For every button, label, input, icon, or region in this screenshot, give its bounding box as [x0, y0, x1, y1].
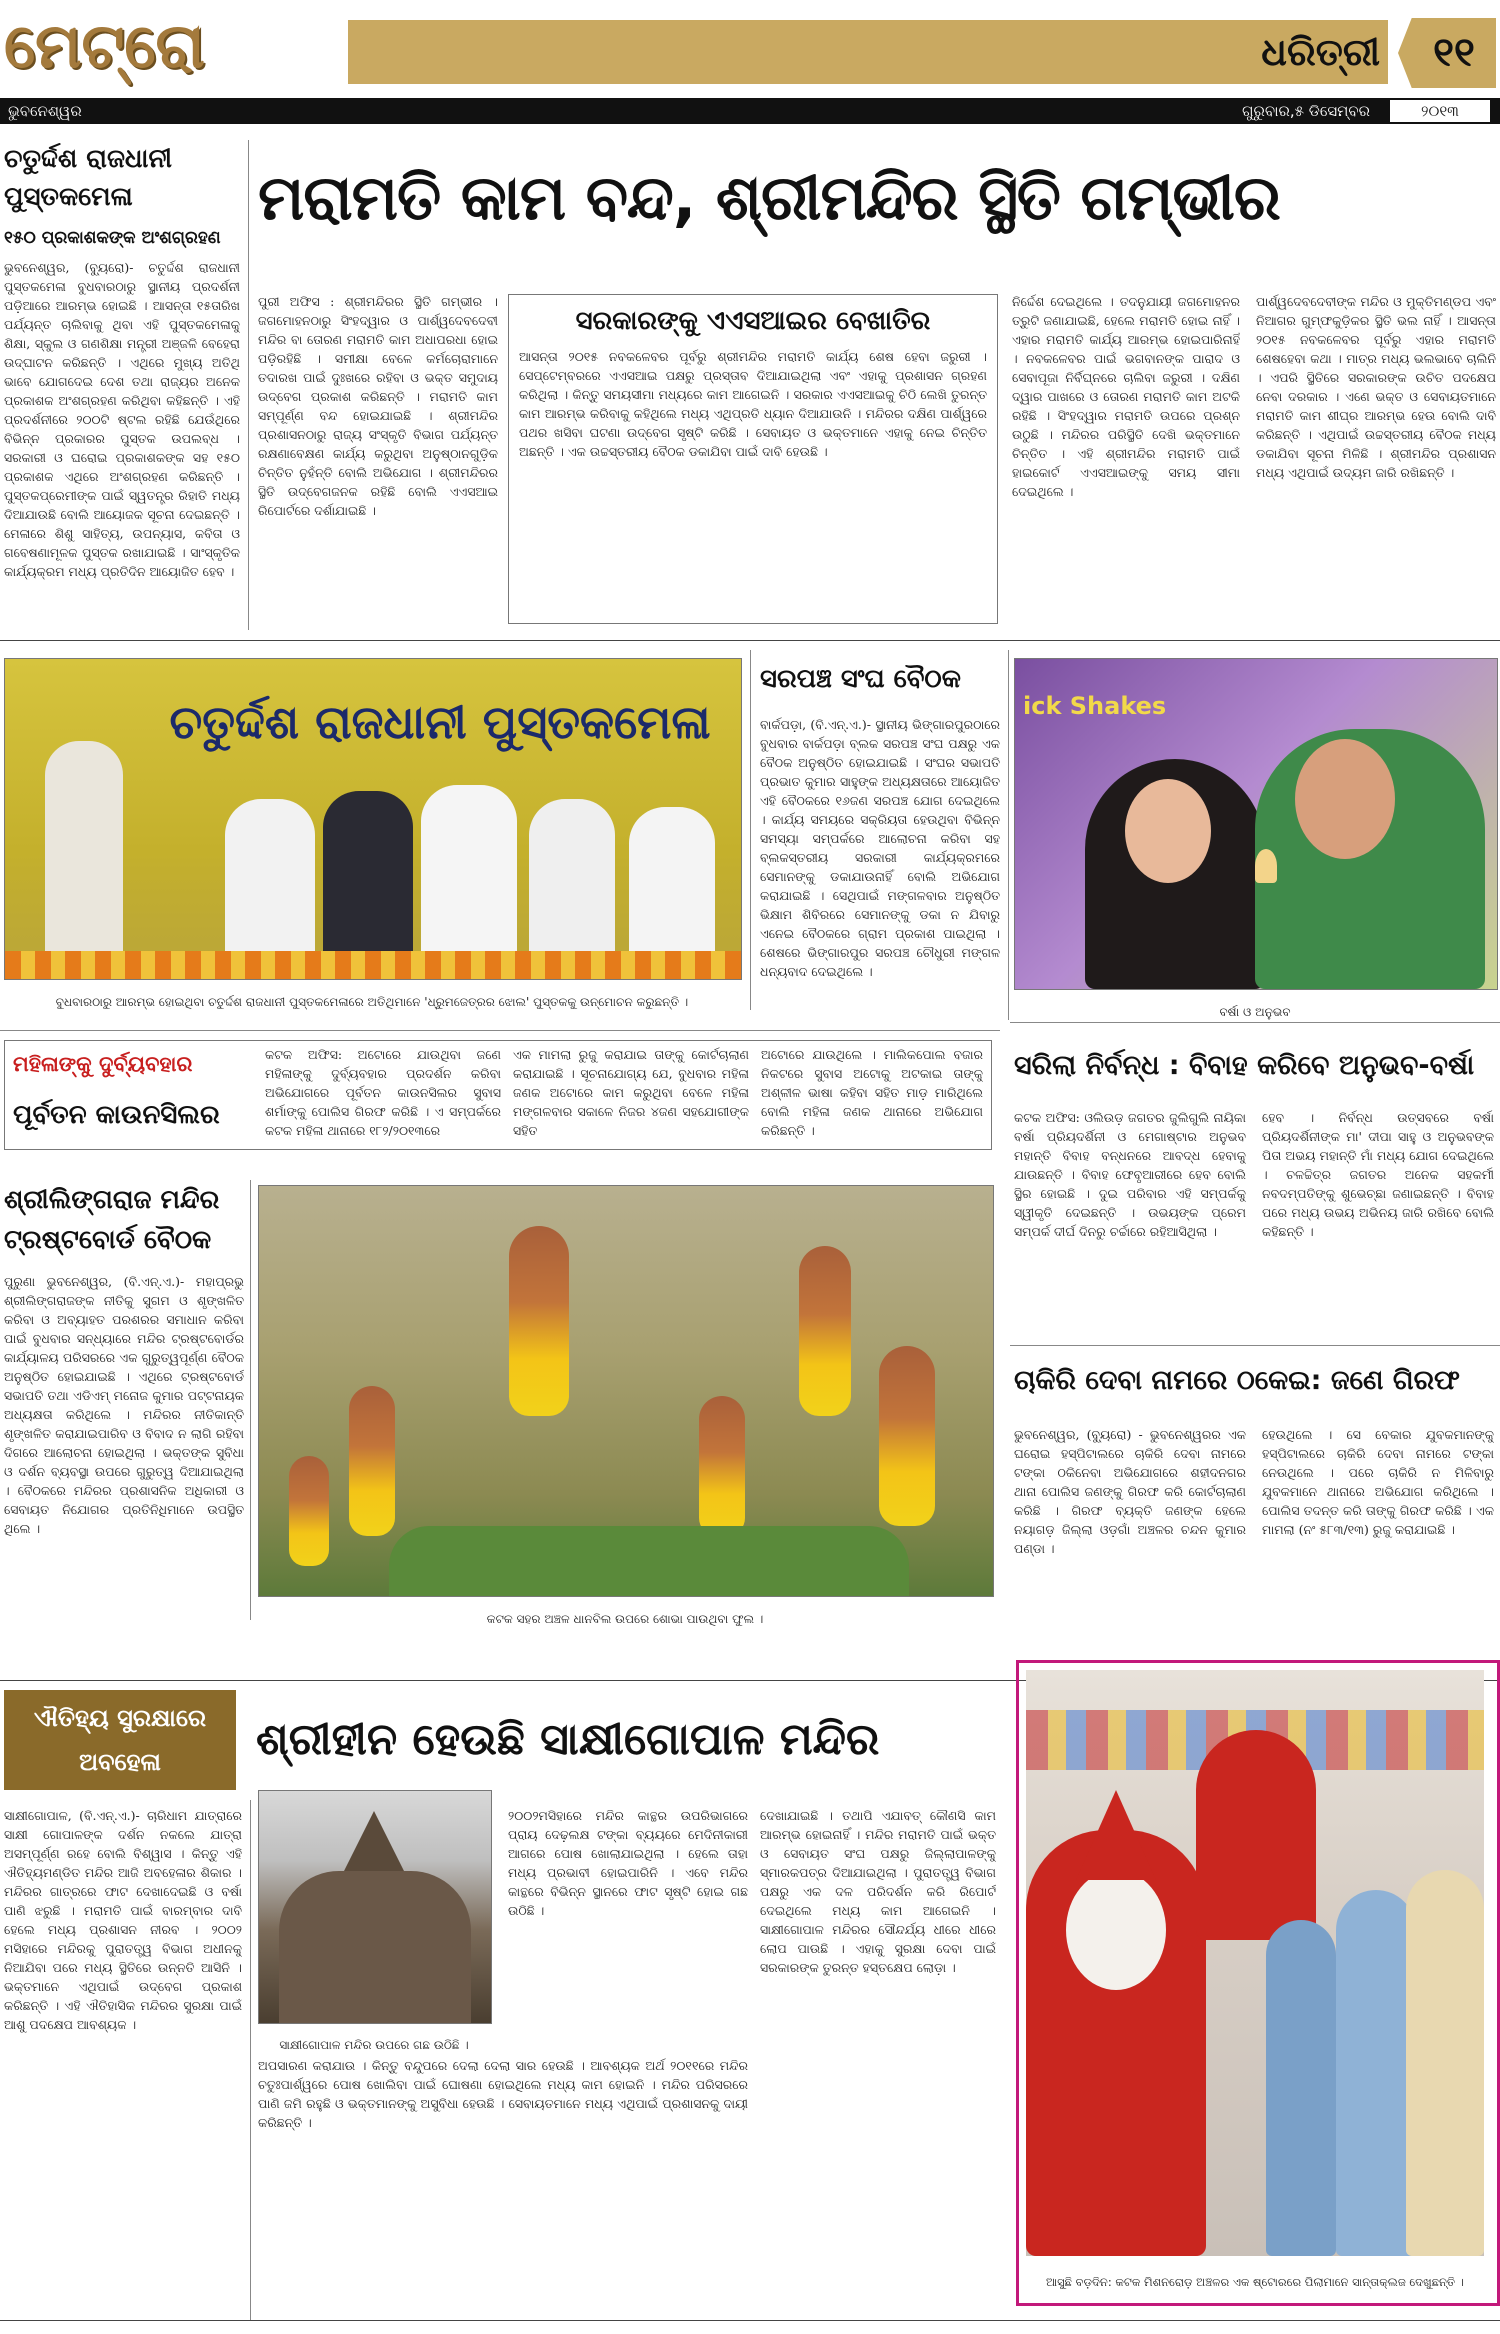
sidebox-body: ଆସନ୍ତା ୨୦୧୫ ନବକଳେବର ପୂର୍ବରୁ ଶ୍ରୀମନ୍ଦିର ମରାମତି କାର୍ଯ୍ୟ ଶେଷ ହେବା ଜରୁରୀ । ସେପ୍ଟେମ୍ବରରେ ଏଏସଆଇ ପକ୍ଷରୁ ପ୍ରସ୍ତାବ ଦିଆଯାଇଥିଲା ଏବଂ ଏହାକୁ ପ୍ରଶାସନ ଗ୍ରହଣ କରିଥିଲା । କିନ୍ତୁ ସମୟସୀମା ମଧ୍ୟରେ କାମ ଆଗେଇନି । ସରକାର ଏଏସଆଇକୁ ଚିଠି ଲେଖି ତୁରନ୍ତ କାମ ଆରମ୍ଭ କରିବାକୁ କହିଥିଲେ ମଧ୍ୟ ଏଥିପ୍ରତି ଧ୍ୟାନ ଦିଆଯାଉନି । ମନ୍ଦିରର ଦକ୍ଷିଣ ପାର୍ଶ୍ୱରେ ପଥର ଖସିବା ଘଟଣା ଉଦ୍‌ବେଗ ସୃଷ୍ଟି କରିଛି । ସେବାୟତ ଓ ଭକ୍ତମାନେ ଏହାକୁ ନେଇ ଚିନ୍ତିତ ଅଛନ୍ତି । ଏକ ଉଚ୍ଚସ୍ତରୀୟ ବୈଠକ ଡକାଯିବା ପାଇଁ ଦାବି ହେଉଛି ।: [519, 349, 987, 459]
flower: [699, 1396, 745, 1536]
story-headline: ଚତୁର୍ଦ୍ଦଶ ରାଜଧାନୀ ପୁସ୍ତକମେଳା: [4, 144, 173, 212]
photo-bookfair-launch: [4, 658, 742, 980]
sakhigopal-column-1: ସାକ୍ଷୀଗୋପାଳ, (ବି.ଏନ୍.ଏ.)- ଚାରିଧାମ ଯାତ୍ରାରେ ସାକ୍ଷୀ ଗୋପାଳଙ୍କ ଦର୍ଶନ ନକଲେ ଯାତ୍ରା ଅସମ୍ପୂର୍ଣ୍ଣ ରହେ ବୋଲି ବିଶ୍ୱାସ । କିନ୍ତୁ ଏହି ଐତିହ୍ୟମଣ୍ଡିତ ମନ୍ଦିର ଆଜି ଅବହେଳାର ଶିକାର । ମନ୍ଦିରର ଗାତ୍ରରେ ଫାଟ ଦେଖାଦେଇଛି ଓ ବର୍ଷା ପାଣି ଝରୁଛି । ମରାମତି ପାଇଁ ବାରମ୍ବାର ଦାବି ହେଲେ ମଧ୍ୟ ପ୍ରଶାସନ ନୀରବ । ୨୦୦୨ ମସିହାରେ ମନ୍ଦିରକୁ ପୁରାତତ୍ତ୍ୱ ବିଭାଗ ଅଧୀନକୁ ନିଆଯିବା ପରେ ମଧ୍ୟ ସ୍ଥିତିରେ ଉନ୍ନତି ଆସିନି । ଭକ୍ତମାନେ ଏଥିପାଇଁ ଉଦ୍‌ବେଗ ପ୍ରକାଶ କରିଛନ୍ତି । ଏହି ଐତିହାସିକ ମନ୍ଦିରର ସୁରକ୍ଷା ପାଇଁ ଆଶୁ ପଦକ୍ଷେପ ଆବଶ୍ୟକ ।: [4, 1808, 242, 2032]
story-body-col1: ଭୁବନେଶ୍ୱର, (ବ୍ୟୁରୋ) - ଭୁବନେଶ୍ୱରର ଏକ ଘରୋଇ ହସ୍ପିଟାଲରେ ଚାକିରି ଦେବା ନାମରେ ଟଙ୍କା ଠକିନେବା ଅଭିଯୋଗରେ ଶହୀଦନଗର ଥାନା ପୋଲିସ ଜଣଙ୍କୁ ଗିରଫ କରି କୋର୍ଟଚାଲାଣ କରିଛି । ଗିରଫ ବ୍ୟକ୍ତି ଜଣଙ୍କ ହେଲେ ନୟାଗଡ଼ ଜିଲ୍ଲା ଓଡ଼ଗାଁ ଅଞ୍ଚଳର ଚନ୍ଦନ କୁମାର ପଣ୍ଡା ।: [1014, 1427, 1246, 1556]
story-body-col3: ଅଟୋରେ ଯାଉଥିଲେ । ମାଲିକପୋଲ ବଜାର ନିକଟରେ ସୁବାସ ଅଟୋକୁ ଅଟକାଇ ତାଙ୍କୁ ଅଶ୍ଳୀଳ ଭାଷା କହିବା ସହିତ ମାଡ଼ ମାରିଥିଲେ ବୋଲି ମହିଳା ଜଣକ ଥାନାରେ ଅଭିଯୋଗ କରିଛନ୍ତି ।: [761, 1047, 983, 1138]
story-lingaraj: [4, 1180, 244, 1670]
child-silhouette: [1266, 1920, 1336, 2256]
story-headline: ଚାକିରି ଦେବା ନାମରେ ଠକେଇ: ଜଣେ ଗିରଫ: [1014, 1365, 1460, 1396]
photo-banner-text: ଚତୁର୍ଦ୍ଦଶ ରାଜଧାନୀ ପୁସ୍ତକମେଳା: [169, 695, 711, 749]
story-body: ଭୁବନେଶ୍ୱର, (ବ୍ୟୁରୋ)- ଚତୁର୍ଦ୍ଦଶ ରାଜଧାନୀ ପୁସ୍ତକମେଳା ବୁଧବାରଠାରୁ ସ୍ଥାନୀୟ ପ୍ରଦର୍ଶନୀ ପଡ଼ିଆରେ ଆରମ୍ଭ ହୋଇଛି । ଆସନ୍ତା ୧୫ତାରିଖ ପର୍ଯ୍ୟନ୍ତ ଚାଲିବାକୁ ଥିବା ଏହି ପୁସ୍ତକମେଳାକୁ ଶିକ୍ଷା, ସ୍କୁଲ ଓ ଗଣଶିକ୍ଷା ମନ୍ତ୍ରୀ ଅଞ୍ଜଳି ବେହେରା ଉଦ୍‌ଘାଟନ କରିଛନ୍ତି । ଏଥିରେ ମୁଖ୍ୟ ଅତିଥି ଭାବେ ଯୋଗଦେଇ ଦେଶ ତଥା ରାଜ୍ୟର ଅନେକ ପ୍ରକାଶକ ଅଂଶଗ୍ରହଣ କରିଥିବା କହିଛନ୍ତି । ଏହି ପ୍ରଦର୍ଶନୀରେ ୨୦୦ଟି ଷ୍ଟଲ ରହିଛି ଯେଉଁଥିରେ ବିଭିନ୍ନ ପ୍ରକାରର ପୁସ୍ତକ ଉପଲବ୍ଧ । ସରକାରୀ ଓ ଘରୋଇ ପ୍ରକାଶକଙ୍କ ସହ ୧୫୦ ପ୍ରକାଶକ ଏଥିରେ ଅଂଶଗ୍ରହଣ କରିଛନ୍ତି । ପୁସ୍ତକପ୍ରେମୀଙ୍କ ପାଇଁ ସ୍ୱତନ୍ତ୍ର ରିହାତି ମଧ୍ୟ ଦିଆଯାଉଛି ବୋଲି ଆୟୋଜକ ସୂଚନା ଦେଇଛନ୍ତି । ମେଳାରେ ଶିଶୁ ସାହିତ୍ୟ, ଉପନ୍ୟାସ, କବିତା ଓ ଗବେଷଣାମୂଳକ ପୁସ୍ତକ ରଖାଯାଇଛି । ସାଂସ୍କୃତିକ କାର୍ଯ୍ୟକ୍ରମ ମଧ୍ୟ ପ୍ରତିଦିନ ଆୟୋଜିତ ହେବ ।: [4, 260, 240, 579]
flower: [879, 1346, 935, 1526]
story-body: ବାର୍କପଡ଼ା, (ବି.ଏନ୍.ଏ.)- ସ୍ଥାନୀୟ ଭିଙ୍ଗାରପୁରଠାରେ ବୁଧବାର ବାର୍କପଡ଼ା ବ୍ଲକ ସରପଞ୍ଚ ସଂଘ ପକ୍ଷରୁ ଏକ ବୈଠକ ଅନୁଷ୍ଠିତ ହୋଇଯାଇଛି । ସଂଘର ସଭାପତି ପ୍ରଭାତ କୁମାର ସାହୁଙ୍କ ଅଧ୍ୟକ୍ଷତାରେ ଆୟୋଜିତ ଏହି ବୈଠକରେ ୧୬ଜଣ ସରପଞ୍ଚ ଯୋଗ ଦେଇଥିଲେ । କାର୍ଯ୍ୟ ସମୟରେ ସକ୍ରିୟତା ହେଉଥିବା ବିଭିନ୍ନ ସମସ୍ୟା ସମ୍ପର୍କରେ ଆଲୋଚନା କରିବା ସହ ବ୍ଲକସ୍ତରୀୟ ସରକାରୀ କାର୍ଯ୍ୟକ୍ରମରେ ସେମାନଙ୍କୁ ଡକାଯାଉନାହିଁ ବୋଲି ଅଭିଯୋଗ କରାଯାଇଛି । ସେଥିପାଇଁ ମଙ୍ଗଳବାର ଅନୁଷ୍ଠିତ ଭିକ୍ଷାମ ଶିବିରରେ ସେମାନଙ୍କୁ ଡକା ନ ଯିବାରୁ ଏନେଇ ବୈଠକରେ ଗ୍ରାମ ପ୍ରକାଶ ପାଇଥିଲା । ଶେଷରେ ଭିଙ୍ଗାରପୁର ସରପଞ୍ଚ ଚୌଧୁରୀ ମଙ୍ଗଳ ଧନ୍ୟବାଦ ଦେଇଥିଲେ ।: [760, 717, 1000, 979]
temple-body: [279, 1871, 471, 2023]
masthead: [0, 0, 1500, 125]
story-kicker: ମହିଳାଙ୍କୁ ଦୁର୍ବ୍ୟବହାର: [13, 1052, 193, 1076]
lead-headline: ମରାମତି କାମ ବନ୍ଦ, ଶ୍ରୀମନ୍ଦିର ସ୍ଥିତି ଗମ୍ଭୀର: [258, 161, 1280, 234]
story-headline: ସରିଲା ନିର୍ବନ୍ଧ : ବିବାହ କରିବେ ଅନୁଭବ-ବର୍ଷା: [1014, 1050, 1475, 1081]
story-women-harassment: [4, 1040, 992, 1150]
year-label: ୨୦୧୩: [1390, 100, 1490, 122]
sakhigopal-column-3: ଦେଖାଯାଇଛି । ତଥାପି ଏଯାବତ୍ କୌଣସି କାମ ଆରମ୍ଭ ହୋଇନାହିଁ । ମନ୍ଦିର ମରାମତି ପାଇଁ ଭକ୍ତ ଓ ସେବାୟତ ସଂଘ ପକ୍ଷରୁ ଜିଲ୍ଲାପାଳଙ୍କୁ ସ୍ମାରକପତ୍ର ଦିଆଯାଇଥିଲା । ପୁରାତତ୍ତ୍ୱ ବିଭାଗ ପକ୍ଷରୁ ଏକ ଦଳ ପରିଦର୍ଶନ କରି ରିପୋର୍ଟ ଦେଇଥିଲେ ମଧ୍ୟ କାମ ଆଗେଇନି । ସାକ୍ଷୀଗୋପାଳ ମନ୍ଦିରର ସୌନ୍ଦର୍ଯ୍ୟ ଧୀରେ ଧୀରେ ଲୋପ ପାଉଛି । ଏହାକୁ ସୁରକ୍ଷା ଦେବା ପାଇଁ ସରକାରଙ୍କ ତୁରନ୍ତ ହସ୍ତକ୍ଷେପ ଲୋଡ଼ା ।: [760, 1808, 996, 1975]
child-silhouette: [1336, 1890, 1416, 2256]
photo-cassia-flowers: [258, 1185, 994, 1597]
story-kicker: ଐତିହ୍ୟ ସୁରକ୍ଷାରେ ଅବହେଳା: [33, 1704, 207, 1776]
photo-caption: କଟକ ସହର ଅଞ୍ଚଳ ଧାନବିଲ ଉପରେ ଶୋଭା ପାଉଥିବା ଫୁଲ ।: [486, 1612, 764, 1626]
section-name: ଧରିତ୍ରୀ: [1261, 30, 1380, 74]
story-bookfair: [4, 140, 240, 630]
story-body: ପୁରୁଣା ଭୁବନେଶ୍ୱର, (ବି.ଏନ୍.ଏ.)- ମହାପ୍ରଭୁ ଶ୍ରୀଲିଙ୍ଗରାଜଙ୍କ ନୀତିକୁ ସୁଗମ ଓ ଶୃଙ୍ଖଳିତ କରିବା ଓ ଅବ୍ୟାହତ ପରଶରର ସମାଧାନ କରିବା ପାଇଁ ବୁଧବାର ସନ୍ଧ୍ୟାରେ ମନ୍ଦିର ଟ୍ରଷ୍ଟବୋର୍ଡର କାର୍ଯ୍ୟାଳୟ ପରିସରରେ ଏକ ଗୁରୁତ୍ୱପୂର୍ଣ୍ଣ ବୈଠକ ଅନୁଷ୍ଠିତ ହୋଇଯାଇଛି । ଏଥିରେ ଟ୍ରଷ୍ଟବୋର୍ଡ ସଭାପତି ତଥା ଏଡିଏମ୍ ମନୋଜ କୁମାର ପଟ୍ଟନାୟକ ଅଧ୍ୟକ୍ଷତା କରିଥିଲେ । ମନ୍ଦିରର ନୀତିକାନ୍ତି ଶୃଙ୍ଖଳିତ କରାଯାଇପାରିବ ଓ ବିବାଦ ନ ଲାଗି ରହିବା ଦିଗରେ ଆଲୋଚନା ହୋଇଥିଲା । ଭକ୍ତଙ୍କ ସୁବିଧା ଓ ଦର୍ଶନ ବ୍ୟବସ୍ଥା ଉପରେ ଗୁରୁତ୍ୱ ଦିଆଯାଇଥିଲା । ବୈଠକରେ ମନ୍ଦିରର ପ୍ରଶାସନିକ ଅଧିକାରୀ ଓ ସେବାୟତ ନିଯୋଗର ପ୍ରତିନିଧିମାନେ ଉପସ୍ଥିତ ଥିଲେ ।: [4, 1274, 244, 1536]
story-headline: ଶ୍ରୀଲିଙ୍ଗରାଜ ମନ୍ଦିର ଟ୍ରଷ୍ଟବୋର୍ଡ ବୈଠକ: [4, 1185, 220, 1255]
lead-column-1: ପୁରୀ ଅଫିସ : ଶ୍ରୀମନ୍ଦିରର ସ୍ଥିତି ଗମ୍ଭୀର । ଜଗମୋହନଠାରୁ ସିଂହଦ୍ୱାର ଓ ପାର୍ଶ୍ୱଦେବଦେବୀ ମନ୍ଦିର ବା ତୋରଣ ମରାମତି କାମ ଅଧାପରଧା ହୋଇ ପଡ଼ିରହିଛି । ସମୀକ୍ଷା ବେଳେ କର୍ମଚୋରାମାନେ ତଦାରଖ ପାଇଁ ଦୁଃଖରେ ରହିବା ଓ ଭକ୍ତ ସମୁଦାୟ ଉଦ୍‌ବେଗ ପ୍ରକାଶ କରିଛନ୍ତି । ମରାମତି କାମ ସମ୍ପୂର୍ଣ୍ଣ ବନ୍ଦ ହୋଇଯାଇଛି । ଶ୍ରୀମନ୍ଦିର ପ୍ରଶାସନଠାରୁ ରାଜ୍ୟ ସଂସ୍କୃତି ବିଭାଗ ପର୍ଯ୍ୟନ୍ତ ରକ୍ଷଣାବେକ୍ଷଣ କାର୍ଯ୍ୟ କରୁଥିବା ଅନୁଷ୍ଠାନଗୁଡ଼ିକ ଚିନ୍ତିତ ନୁହଁନ୍ତି ବୋଲି ଅଭିଯୋଗ । ଶ୍ରୀମନ୍ଦିରର ସ୍ଥିତି ଉଦ୍‌ବେଗଜନକ ରହିଛି ବୋଲି ଏଏସଆଇ ରିପୋର୍ଟରେ ଦର୍ଶାଯାଇଛି ।: [258, 294, 498, 518]
santa-figure: [1196, 1730, 1316, 1940]
ice-cream: [1255, 849, 1277, 883]
story-body-col2: ଏକ ମାମଲା ରୁଜୁ କରାଯାଇ ତାଙ୍କୁ କୋର୍ଟଚାଲାଣ କରାଯାଇଛି । ସୂଚନାଯୋଗ୍ୟ ଯେ, ବୁଧବାର ମହିଳା ଜଣକ ଅଟୋରେ କାମ କରୁଥିବା ବେଳେ ମହିଳା ମଙ୍ଗଳବାର ସକାଳେ ନିଜର ୪ଜଣ ସହଯୋଗୀଙ୍କ ସହିତ: [513, 1047, 749, 1138]
story-headline: ପୂର୍ବତନ କାଉନସିଲର: [13, 1100, 220, 1130]
lead-sidebox: [508, 294, 998, 624]
person-silhouette: [45, 741, 123, 971]
story-body-col1: କଟକ ଅଫିସ: ଅଟୋରେ ଯାଉଥିବା ଜଣେ ମହିଳାଙ୍କୁ ଦୁର୍ବ୍ୟବହାର ପ୍ରଦର୍ଶନ କରିବା ଅଭିଯୋଗରେ ପୂର୍ବତନ କାଉନସିଲର ସୁବାସ ଶର୍ମାଙ୍କୁ ପୋଲିସ ଗିରଫ କରିଛି । ଏ ସମ୍ପର୍କରେ କଟକ ମହିଳା ଥାନାରେ ୧୮୨/୨୦୧୩ରେ: [265, 1047, 501, 1138]
photo-caption: ସାକ୍ଷୀଗୋପାଳ ମନ୍ଦିର ଉପରେ ଗଛ ଉଠିଛି ।: [279, 2038, 469, 2052]
stage-flowers: [5, 951, 741, 979]
child-silhouette: [1406, 1870, 1484, 2256]
shop-sign: ick Shakes: [1023, 692, 1167, 720]
date-label: ଗୁରୁବାର,୫ ଡିସେମ୍ବର: [1241, 102, 1370, 120]
sakhigopal-column-2-bottom: ଅପସାରଣ କରାଯାଉ । କିନ୍ତୁ ବନ୍ଦୁପରେ ଦେଲା ଦେଲା ସାର ହେଉଛି । ଆବଶ୍ୟକ ଅର୍ଥ ୨୦୧୧ରେ ମନ୍ଦିର ଚତୁଃପାର୍ଶ୍ୱରେ ପୋଷ ଖୋଲିବା ପାଇଁ ଘୋଷଣା ହୋଇଥିଲେ ମଧ୍ୟ କାମ ହୋଇନି । ମନ୍ଦିର ପରିସରରେ ପାଣି ଜମି ରହୁଛି ଓ ଭକ୍ତମାନଙ୍କୁ ଅସୁବିଧା ହେଉଛି । ସେବାୟତମାନେ ମଧ୍ୟ ଏଥିପାଇଁ ପ୍ରଶାସନକୁ ଦାୟୀ କରିଛନ୍ତି ।: [258, 2058, 748, 2130]
photo-caption: ଆସୁଛି ବଡ଼ଦିନ: କଟକ ମିଶନରୋଡ଼ ଅଞ୍ଚଳର ଏକ ଷ୍ଟୋରରେ ପିଲାମାନେ ସାନ୍ତାକ୍ଲଜ ଦେଖୁଛନ୍ତି ।: [1046, 2274, 1464, 2289]
face: [1295, 739, 1395, 859]
story-headline: ସରପଞ୍ଚ ସଂଘ ବୈଠକ: [760, 664, 961, 694]
santa-beard: [1066, 1870, 1166, 1990]
photo-varsha-anubhav: [1014, 658, 1498, 990]
story-body-col2: ହେଉଥିଲେ । ସେ ବେକାର ଯୁବକମାନଙ୍କୁ ହସ୍ପିଟାଲରେ ଚାକିରି ଦେବା ନାମରେ ଟଙ୍କା ନେଉଥିଲେ । ପରେ ଚାକିରି ନ ମିଳିବାରୁ ଯୁବକମାନେ ଥାନାରେ ଅଭିଯୋଗ କରିଥିଲେ । ପୋଲିସ ତଦନ୍ତ କରି ତାଙ୍କୁ ଗିରଫ କରିଛି । ଏକ ମାମଲା (ନଂ ୫୮୩/୧୩) ରୁଜୁ କରାଯାଇଛି ।: [1262, 1427, 1494, 1537]
photo-sakhigopal-temple: [258, 1790, 492, 2024]
person-silhouette: [421, 785, 517, 979]
story-body-col2: ହେବ । ନିର୍ବନ୍ଧ ଉତ୍ସବରେ ବର୍ଷା ପ୍ରିୟଦର୍ଶିନୀଙ୍କ ମା' ଦୀପା ସାହୁ ଓ ଅନୁଭବଙ୍କ ପିତା ଅଭୟ ମହାନ୍ତି ମାଁ ମଧ୍ୟ ଯୋଗ ଦେଇଥିଲେ । ଚଳଚ୍ଚିତ୍ର ଜଗତର ଅନେକ ସହକର୍ମୀ ନବଦମ୍ପତିଙ୍କୁ ଶୁଭେଚ୍ଛା ଜଣାଇଛନ୍ତି । ବିବାହ ପରେ ମଧ୍ୟ ଉଭୟ ଅଭିନୟ ଜାରି ରଖିବେ ବୋଲି କହିଛନ୍ତି ।: [1262, 1110, 1494, 1239]
sakhigopal-column-2-top: ୨୦୦୨ମସିହାରେ ମନ୍ଦିର କାନ୍ଥର ଉପରିଭାଗରେ ପ୍ରାୟ ଦେଢ଼ଲକ୍ଷ ଟଙ୍କା ବ୍ୟୟରେ ମେଦିନୀକାରୀ ଆଗରେ ପୋଷ ଖୋଲାଯାଇଥିଲା । ହେଲେ ତାହା ମଧ୍ୟ ପ୍ରଭାବୀ ହୋଇପାରିନି । ଏବେ ମନ୍ଦିର କାନ୍ଥରେ ବିଭିନ୍ନ ସ୍ଥାନରେ ଫାଟ ସୃଷ୍ଟି ହୋଇ ଗଛ ଉଠିଛି ।: [508, 1808, 748, 1918]
flower: [509, 1226, 569, 1416]
story-subheadline: ୧୫୦ ପ୍ରକାଶକଙ୍କ ଅଂଶଗ୍ରହଣ: [4, 228, 221, 248]
photo-santa-children: [1026, 1670, 1484, 2256]
flower: [289, 1456, 329, 1566]
photo-caption: ବୁଧବାରଠାରୁ ଆରମ୍ଭ ହୋଇଥିବା ଚତୁର୍ଦ୍ଦଶ ରାଜଧାନୀ ପୁସ୍ତକମେଳାରେ ଅତିଥିମାନେ 'ଧ୍ରୁମଜେତ୍ରର ଝୋଲ' ପୁସ୍ତକକୁ ଉନ୍ମୋଚନ କରୁଛନ୍ତି ।: [55, 995, 689, 1009]
page-number: ୧୧: [1433, 30, 1475, 76]
story-sarpanch: [760, 655, 1000, 1010]
lead-column-4: ନିର୍ଦ୍ଦେଶ ଦେଇଥିଲେ । ତଦନୁଯାୟୀ ଜଗମୋହନର ତ୍ରୁଟି ଜଣାଯାଇଛି, ହେଲେ ମରାମତି ହୋଇ ନାହିଁ । ଏହାର ମରାମତି କାର୍ଯ୍ୟ ଆରମ୍ଭ ହୋଇପାରିନାହିଁ । ନବକଳେବର ପାଇଁ ଭଗବାନଙ୍କ ପାରାଦ ଓ ସେବାପୂଜା ନିର୍ବିଘ୍ନରେ ଚାଲିବା ଜରୁରୀ । ଦକ୍ଷିଣ ଦ୍ୱାର ପାଖରେ ଓ ତୋରଣ ମରାମତି କାମ ଅଟକି ରହିଛି । ସିଂହଦ୍ୱାର ମରାମତି ଉପରେ ପ୍ରଶ୍ନ ଉଠୁଛି । ମନ୍ଦିରର ପରିସ୍ଥିତି ଦେଖି ଭକ୍ତମାନେ ଚିନ୍ତିତ । ଏହି ଶ୍ରୀମନ୍ଦିର ମରାମତି ପାଇଁ ହାଇକୋର୍ଟ ଏଏସଆଇଙ୍କୁ ସମୟ ସୀମା ଦେଇଥିଲେ ।: [1012, 294, 1240, 499]
photo-caption: ବର୍ଷା ଓ ଅନୁଭବ: [1219, 1005, 1291, 1019]
leaves: [389, 1526, 909, 1596]
lead-column-5: ପାର୍ଶ୍ୱଦେବଦେବୀଙ୍କ ମନ୍ଦିର ଓ ମୁକ୍ତିମଣ୍ଡପ ଏବଂ ନିଆଗର ଗୁମ୍ଫକୁଡ଼ିକର ସ୍ଥିତି ଭଲ ନାହିଁ । ଆସନ୍ତା ୨୦୧୫ ନବକଳେବର ପୂର୍ବରୁ ଏହାର ମରାମତି ଶେଷହେବା କଥା । ମାତ୍ର ମଧ୍ୟ ଭଲଭାବେ ଚାଲିନି । ଏପରି ସ୍ଥିତିରେ ସରକାରଙ୍କ ଉଚିତ ପଦକ୍ଷେପ ନେବା ଦରକାର । ଏଣେ ଭକ୍ତ ଓ ସେବାୟତମାନେ ମରାମତି କାମ ଶୀଘ୍ର ଆରମ୍ଭ ହେଉ ବୋଲି ଦାବି କରିଛନ୍ତି । ଏଥିପାଇଁ ଉଚ୍ଚସ୍ତରୀୟ ବୈଠକ ମଧ୍ୟ ଡକାଯିବା ସୂଚନା ମିଳିଛି । ଶ୍ରୀମନ୍ଦିର ପ୍ରଶାସନ ମଧ୍ୟ ଏଥିପାଇଁ ଉଦ୍ୟମ ଜାରି ରଖିଛନ୍ତି ।: [1256, 294, 1496, 480]
flower: [349, 1386, 395, 1536]
sidebox-title: ସରକାରଙ୍କୁ ଏଏସଆଇର ବେଖାତିର: [575, 306, 931, 336]
flower: [799, 1246, 851, 1416]
story-job-fraud: [1014, 1355, 1496, 1655]
newspaper-logo: ମେଟ୍ରୋ: [4, 9, 205, 82]
face: [1125, 779, 1211, 883]
city-label: ଭୁବନେଶ୍ୱର: [8, 102, 82, 120]
story-body-col1: କଟକ ଅଫିସ: ଓଲିଉଡ଼ ଜଗତର ଜୁଲିଗୁଲି ନାୟିକା ବର୍ଷା ପ୍ରିୟଦର୍ଶିନୀ ଓ ମେଗାଷ୍ଟାର ଅନୁଭବ ମହାନ୍ତି ବିବାହ ବନ୍ଧନରେ ଆବଦ୍ଧ ହେବାକୁ ଯାଉଛନ୍ତି । ବିବାହ ଫେବୃଆରୀରେ ହେବ ବୋଲି ସ୍ଥିର ହୋଇଛି । ଦୁଇ ପରିବାର ଏହି ସମ୍ପର୍କକୁ ସ୍ୱୀକୃତି ଦେଇଛନ୍ତି । ଉଭୟଙ୍କ ପ୍ରେମ ସମ୍ପର୍କ ଦୀର୍ଘ ଦିନରୁ ଚର୍ଚ୍ଚାରେ ରହିଆସିଥିଲା ।: [1014, 1110, 1246, 1239]
story-headline: ଶ୍ରୀହୀନ ହେଉଛି ସାକ୍ଷୀଗୋପାଳ ମନ୍ଦିର: [256, 1714, 880, 1765]
story-varsha-wedding: [1014, 1036, 1496, 1336]
